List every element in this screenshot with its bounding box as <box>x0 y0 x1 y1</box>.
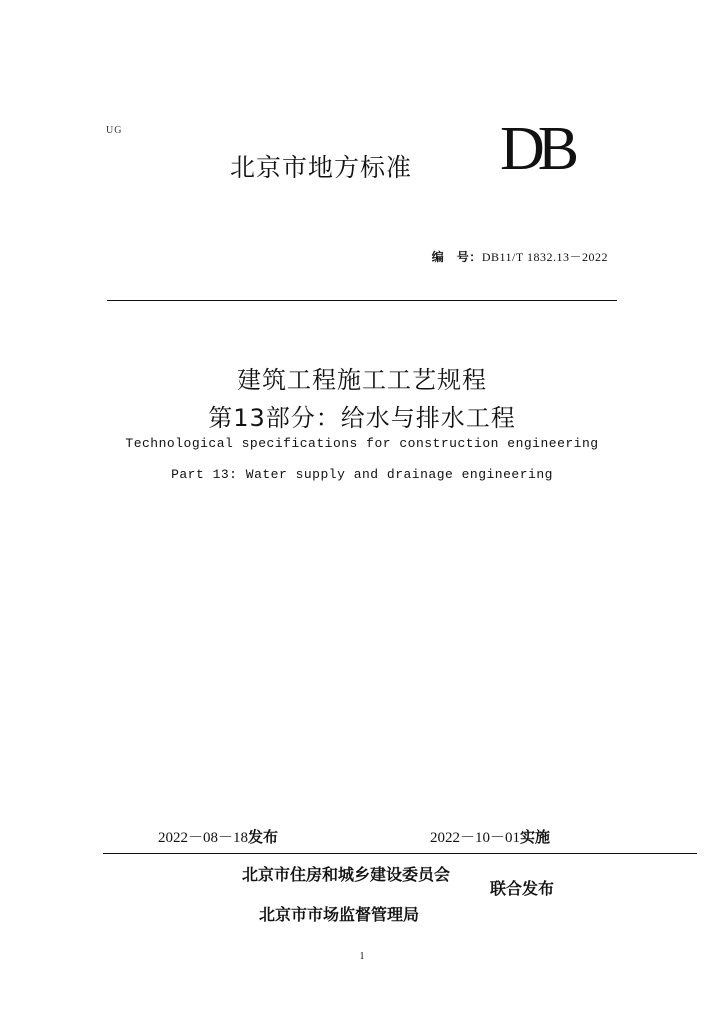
db-logo: DB <box>500 115 573 183</box>
implementation-date-value: 2022－10－01 <box>430 830 521 846</box>
issuer-housing-commission: 北京市住房和城乡建设委员会 <box>242 865 451 884</box>
issue-date <box>158 826 278 847</box>
bottom-divider <box>103 853 697 854</box>
standard-number <box>432 248 608 265</box>
issue-date-value: 2022－08－18 <box>158 830 249 846</box>
top-divider <box>107 300 617 301</box>
joint-issue-label: 联合发布 <box>490 879 555 898</box>
standard-number-value: DB11/T 1832.13－2022 <box>481 250 608 264</box>
issue-date-label: 发布 <box>248 828 279 846</box>
standard-title: 北京市地方标准 <box>230 153 413 182</box>
document-title-cn-line-1: 建筑工程施工工艺规程 <box>237 366 487 394</box>
document-title-cn-line-2: 第13部分：给水与排水工程 <box>208 404 516 432</box>
issuer-market-supervision: 北京市市场监督管理局 <box>259 905 420 924</box>
page-number: 1 <box>359 951 365 962</box>
document-title-en-line-2: Part 13: Water supply and drainage engineering <box>171 467 553 482</box>
implementation-date-label: 实施 <box>520 828 551 846</box>
standard-number-label: 编 号： <box>431 250 482 264</box>
document-title-en-line-1: Technological specifications for construction engineering <box>125 436 599 451</box>
implementation-date <box>430 826 550 847</box>
corner-code: UG <box>106 125 123 136</box>
